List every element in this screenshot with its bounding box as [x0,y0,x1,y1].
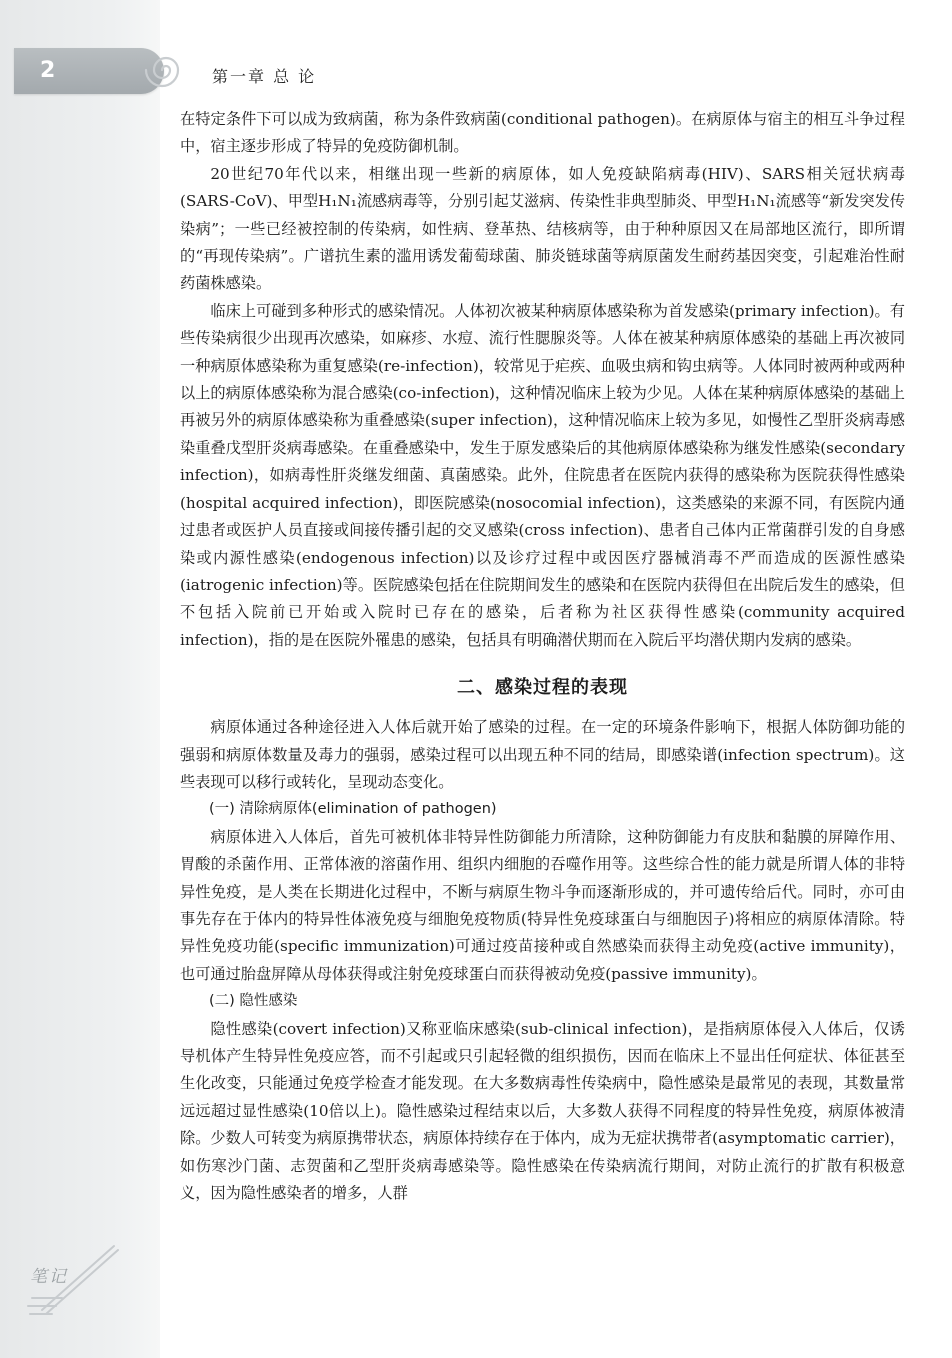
chapter-title: 第一章 总 论 [212,67,317,86]
page-number: 2 [40,58,56,83]
main-content [180,106,905,1207]
subheading: (二) 隐性感染 [209,993,298,1010]
margin-band [0,0,160,1358]
swirl-logo-icon [140,46,192,94]
paragraph: 病原体通过各种途径进入人体后就开始了感染的过程。在一定的环境条件影响下，根据人体防御功能的强弱和病原体数量及毒力的强弱，感染过程可以出现五种不同的结局，即感染谱(infection spectrum)。这些表现可以移行或转化，呈现动态变化。 [180,718,905,791]
paragraph: 20世纪70年代以来，相继出现一些新的病原体，如人免疫缺陷病毒(HIV)、SARS相关冠状病毒(SARS-CoV)、甲型H₁N₁流感病毒等，分别引起艾滋病、传染性非典型肺炎、甲型H₁N₁流感等“新发突发传染病”；一些已经被控制的传染病，如性病、登革热、结核病等，由于种种原因又在局部地区流行，即所谓的“再现传染病”。广谱抗生素的滥用诱发葡萄球菌、肺炎链球菌等病原菌发生耐药基因突变，引起难治性耐药菌株感染。 [180,164,905,293]
paragraph: 病原体进入人体后，首先可被机体非特异性防御能力所清除，这种防御能力有皮肤和黏膜的屏障作用、胃酸的杀菌作用、正常体液的溶菌作用、组织内细胞的吞噬作用等。这些综合性的能力就是所谓人体的非特异性免疫，是人类在长期进化过程中，不断与病原生物斗争而逐渐形成的，并可遗传给后代。同时，亦可由事先存在于体内的特异性体液免疫与细胞免疫物质(特异性免疫球蛋白与细胞因子)将相应的病原体清除。特异性免疫功能(specific immunization)可通过疫苗接种或自然感染而获得主动免疫(active immunity)，也可通过胎盘屏障从母体获得或注射免疫球蛋白而获得被动免疫(passive immunity)。 [180,827,905,983]
section-title: 二、感染过程的表现 [457,677,628,699]
paragraph: 在特定条件下可以成为致病菌，称为条件致病菌(conditional pathogen)。在病原体与宿主的相互斗争过程中，宿主逐步形成了特异的免疫防御机制。 [180,110,905,156]
notes-label: 笔记 [30,1267,68,1287]
paragraph: 临床上可碰到多种形式的感染情况。人体初次被某种病原体感染称为首发感染(primary infection)。有些传染病很少出现再次感染，如麻疹、水痘、流行性腮腺炎等。人体在被某种病原体感染的基础上再次被同一种病原体感染称为重复感染(re-infection)，较常见于疟疾、血吸虫病和钩虫病等。人体同时被两种或两种以上的病原体感染称为混合感染(co-infection)，这种情况临床上较为少见。人体在某种病原体感染的基础上再被另外的病原体感染称为重叠感染(super infection)，这种情况临床上较为多见，如慢性乙型肝炎病毒感染重叠戊型肝炎病毒感染。在重叠感染中，发生于原发感染后的其他病原体感染称为继发性感染(secondary infection)，如病毒性肝炎继发细菌、真菌感染。此外，住院患者在医院内获得的感染称为医院获得性感染(hospital acquired infection)，即医院感染(nosocomial infection)，这类感染的来源不同，有医院内通过患者或医护人员直接或间接传播引起的交叉感染(cross infection)、患者自己体内正常菌群引发的自身感染或内源性感染(endogenous infection)以及诊疗过程中或因医疗器械消毒不严而造成的医源性感染(iatrogenic infection)等。医院感染包括在住院期间发生的感染和在医院内获得但在出院后发生的感染，但不包括入院前已开始或入院时已存在的感染，后者称为社区获得性感染(community acquired infection)，指的是在医院外罹患的感染，包括具有明确潜伏期而在入院后平均潜伏期内发病的感染。 [180,301,905,649]
paragraph: 隐性感染(covert infection)又称亚临床感染(sub-clinical infection)，是指病原体侵入人体后，仅诱导机体产生特异性免疫应答，而不引起或只引起轻微的组织损伤，因而在临床上不显出任何症状、体征甚至生化改变，只能通过免疫学检查才能发现。在大多数病毒性传染病中，隐性感染是最常见的表现，其数量常远远超过显性感染(10倍以上)。隐性感染过程结束以后，大多数人获得不同程度的特异性免疫，病原体被清除。少数人可转变为病原携带状态，病原体持续存在于体内，成为无症状携带者(asymptomatic carrier)，如伤寒沙门菌、志贺菌和乙型肝炎病毒感染等。隐性感染在传染病流行期间，对防止流行的扩散有积极意义，因为隐性感染者的增多，人群 [180,1019,905,1203]
subheading: (一) 清除病原体(elimination of pathogen) [209,801,497,818]
